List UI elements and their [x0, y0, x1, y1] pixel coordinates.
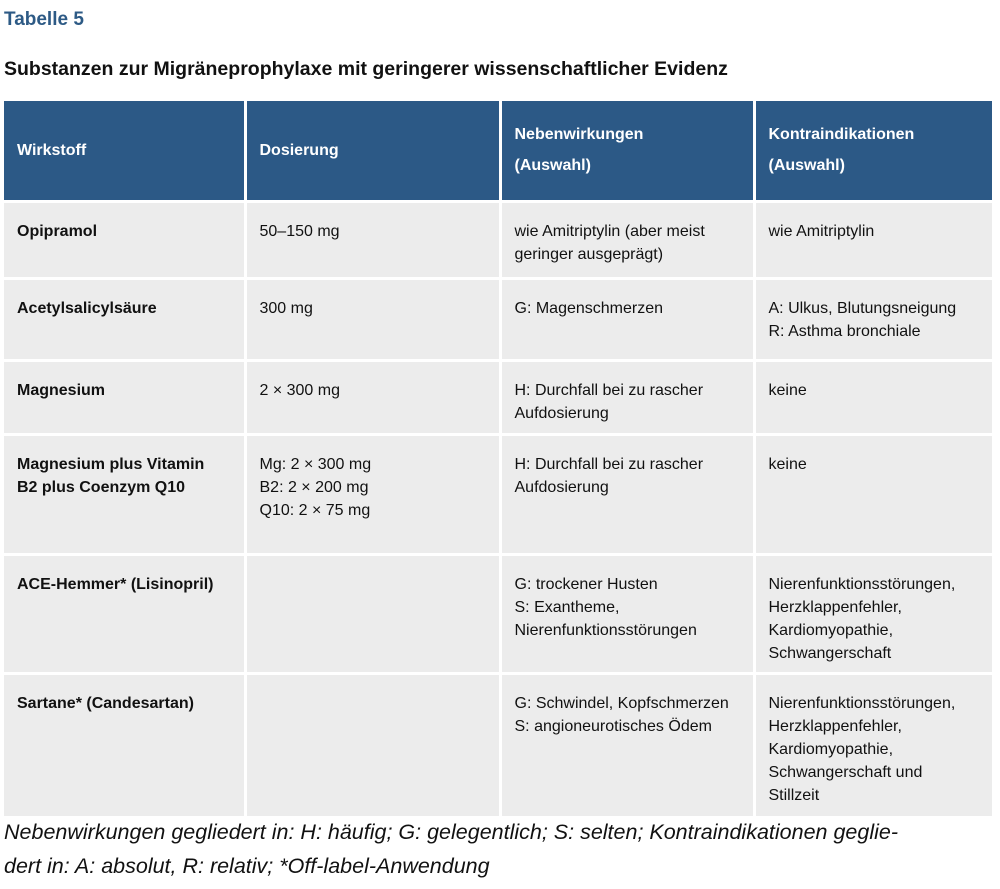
cell-line: geringer ausgeprägt)	[514, 245, 664, 263]
cell-line: Magnesium plus Vitamin	[17, 455, 205, 473]
cell-line: Magnesium	[17, 381, 106, 399]
table-row	[4, 673, 992, 816]
cell-nebenwirkungen	[500, 554, 754, 673]
cell-nebenwirkungen	[500, 673, 754, 816]
cell-nebenwirkungen	[500, 434, 754, 554]
table-title: Substanzen zur Migräneprophylaxe mit geringerer wissenschaftlicher Evidenz	[4, 58, 728, 80]
table-row	[4, 434, 992, 554]
cell-kontraindikationen	[754, 201, 992, 278]
cell-line: G: Schwindel, Kopfschmerzen	[514, 694, 729, 712]
cell-wirkstoff	[4, 673, 245, 816]
table-row	[4, 554, 992, 673]
cell-kontraindikationen	[754, 434, 992, 554]
cell-line: Nierenfunktionsstörungen,	[768, 575, 956, 593]
cell-line: Schwangerschaft und	[768, 763, 923, 781]
cell-line: Nierenfunktionsstörungen	[514, 621, 697, 639]
header-kontraindikationen	[754, 101, 992, 201]
cell-line: Acetylsalicylsäure	[17, 299, 157, 317]
cell-line: wie Amitriptylin	[768, 222, 875, 240]
cell-line: Kardiomyopathie,	[768, 621, 894, 639]
cell-line: Herzklappenfehler,	[768, 598, 902, 616]
cell-line: ACE-Hemmer* (Lisinopril)	[17, 575, 214, 593]
header-line: Wirkstoff	[17, 141, 87, 159]
header-line: Kontraindikationen	[768, 126, 915, 144]
cell-line: Stillzeit	[768, 786, 820, 804]
header-line: (Auswahl)	[768, 157, 845, 175]
cell-kontraindikationen	[754, 554, 992, 673]
cell-line: Mg: 2 × 300 mg	[259, 455, 372, 473]
cell-line: B2: 2 × 200 mg	[259, 478, 369, 496]
header-wirkstoff	[4, 101, 245, 201]
header-dosierung	[245, 101, 500, 201]
cell-nebenwirkungen	[500, 278, 754, 360]
header-row	[4, 101, 992, 201]
cell-line: Aufdosierung	[514, 478, 609, 496]
cell-line: Nierenfunktionsstörungen,	[768, 694, 956, 712]
cell-kontraindikationen	[754, 673, 992, 816]
substances-table	[4, 101, 992, 816]
table-row	[4, 278, 992, 360]
cell-wirkstoff	[4, 278, 245, 360]
cell-line: H: Durchfall bei zu rascher	[514, 455, 704, 473]
cell-line: keine	[768, 381, 807, 399]
cell-line: Kardiomyopathie,	[768, 740, 894, 758]
cell-line: Herzklappenfehler,	[768, 717, 902, 735]
header-line: (Auswahl)	[514, 157, 591, 175]
cell-line: R: Asthma bronchiale	[768, 322, 921, 340]
cell-wirkstoff	[4, 360, 245, 434]
header-nebenwirkungen	[500, 101, 754, 201]
cell-line: S: angioneurotisches Ödem	[514, 717, 712, 735]
cell-line: G: Magenschmerzen	[514, 299, 664, 317]
header-line: Nebenwirkungen	[514, 126, 644, 144]
cell-line: S: Exantheme,	[514, 598, 620, 616]
cell-line: Schwangerschaft	[768, 644, 892, 662]
footnote-line: Nebenwirkungen gegliedert in: H: häufig; G: gelegentlich; S: selten; Kontraindikationen geglie-	[4, 820, 899, 844]
cell-line: G: trockener Husten	[514, 575, 658, 593]
cell-line: 2 × 300 mg	[259, 381, 340, 399]
footnote-line: dert in: A: absolut, R: relativ; *Off-label-Anwendung	[4, 854, 490, 878]
cell-dosierung	[245, 673, 500, 816]
cell-nebenwirkungen	[500, 360, 754, 434]
table-row	[4, 360, 992, 434]
cell-dosierung	[245, 434, 500, 554]
cell-line: A: Ulkus, Blutungsneigung	[768, 299, 957, 317]
cell-nebenwirkungen	[500, 201, 754, 278]
cell-wirkstoff	[4, 554, 245, 673]
cell-line: H: Durchfall bei zu rascher	[514, 381, 704, 399]
cell-line: Q10: 2 × 75 mg	[259, 501, 371, 519]
cell-dosierung	[245, 360, 500, 434]
cell-line: Opipramol	[17, 222, 98, 240]
table-footnote	[4, 815, 994, 883]
cell-line: keine	[768, 455, 807, 473]
cell-line: 50–150 mg	[259, 222, 340, 240]
cell-wirkstoff	[4, 201, 245, 278]
cell-wirkstoff	[4, 434, 245, 554]
cell-kontraindikationen	[754, 278, 992, 360]
cell-kontraindikationen	[754, 360, 992, 434]
cell-line: B2 plus Coenzym Q10	[17, 478, 186, 496]
cell-line: Sartane* (Candesartan)	[17, 694, 194, 712]
header-line: Dosierung	[259, 141, 339, 159]
cell-line: Aufdosierung	[514, 404, 609, 422]
cell-dosierung	[245, 554, 500, 673]
table-row	[4, 201, 992, 278]
cell-dosierung	[245, 278, 500, 360]
cell-dosierung	[245, 201, 500, 278]
cell-line: wie Amitriptylin (aber meist	[514, 222, 705, 240]
cell-line: 300 mg	[259, 299, 313, 317]
table-label: Tabelle 5	[4, 9, 84, 30]
